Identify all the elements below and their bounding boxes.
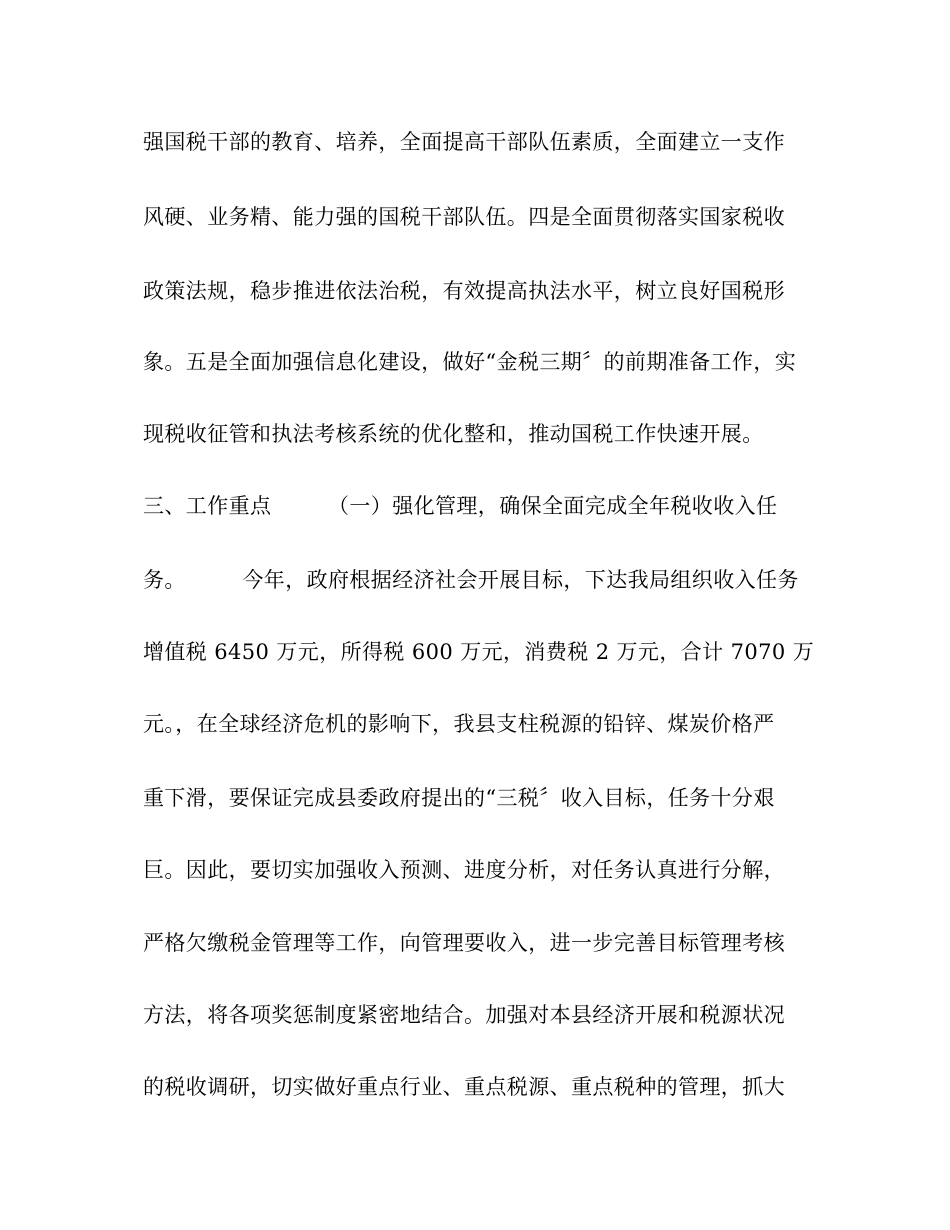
text-line: 风硬、业务精、能力强的国税干部队伍。四是全面贯彻落实国家税收 [143,205,785,229]
text-line: 强国税干部的教育、培养，全面提高干部队伍素质，全面建立一支作 [143,130,785,154]
text-line: 重下滑，要保证完成县委政府提出的“三税〞收入目标，任务十分艰 [143,786,775,810]
section-heading-line: 三、工作重点 （一）强化管理，确保全面完成全年税收收入任 [143,494,778,518]
text-line: 巨。因此，要切实加强收入预测、进度分析，对任务认真进行分解， [143,858,785,882]
text-line: 严格欠缴税金管理等工作，向管理要收入，进一步完善目标管理考核 [143,931,785,955]
text-line: 政策法规，稳步推进依法治税，有效提高执法水平，树立良好国税形 [143,279,785,303]
text-line: 增值税 6450 万元，所得税 600 万元，消费税 2 万元，合计 7070 万 [143,640,815,664]
text-line: 的税收调研，切实做好重点行业、重点税源、重点税种的管理，抓大 [143,1075,785,1099]
text-line: 元。，在全球经济危机的影响下，我县支柱税源的铅锌、煤炭价格严 [143,712,775,736]
text-line: 方法，将各项奖惩制度紧密地结合。加强对本县经济开展和税源状况 [143,1003,785,1027]
text-line: 务。 今年，政府根据经济社会开展目标，下达我局组织收入任务 [143,568,799,592]
text-line: 现税收征管和执法考核系统的优化整和，推动国税工作快速开展。 [143,422,764,446]
text-line: 象。五是全面加强信息化建设，做好“金税三期〞的前期准备工作，实 [143,350,797,374]
